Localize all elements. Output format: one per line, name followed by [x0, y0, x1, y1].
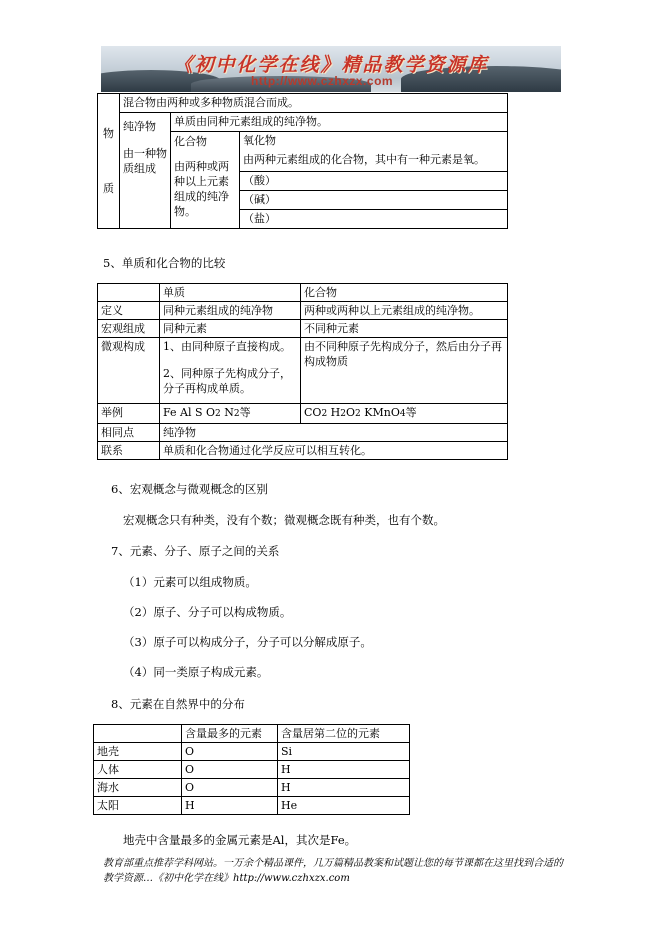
- section-7-item: （1）元素可以组成物质。: [123, 575, 257, 589]
- table3-cell: O: [182, 743, 278, 761]
- table3-cell: O: [182, 761, 278, 779]
- table2-cell: CO2 H2O2 KMnO4等: [301, 404, 508, 424]
- table3-row-label: 人体: [94, 761, 182, 779]
- matter-label: 物 质: [98, 94, 120, 229]
- table2-cell: 同种元素: [160, 320, 301, 338]
- table3-row-label: 地壳: [94, 743, 182, 761]
- table2-cell: 由不同种原子先构成分子，然后由分子再构成物质: [301, 338, 508, 404]
- table3-header-1: 含量最多的元素: [182, 725, 278, 743]
- table3-cell: O: [182, 779, 278, 797]
- element-compound-table: [97, 283, 508, 460]
- footer-line-2[interactable]: 教学资源…《初中化学在线》http://www.czhxzx.com: [103, 873, 350, 884]
- compound-cell: 化合物 由两种或两种以上元素组成的纯净物。: [171, 132, 240, 229]
- table2-cell: Fe Al S O2 N2等: [160, 404, 301, 424]
- table3-row-label: 太阳: [94, 797, 182, 815]
- element-definition: 单质由同种元素组成的纯净物。: [171, 113, 508, 132]
- table2-row-label: 定义: [98, 302, 160, 320]
- table2-row-label: 相同点: [98, 424, 160, 442]
- section-7-item: （4）同一类原子构成元素。: [123, 665, 269, 679]
- section-5-heading: 5、单质和化合物的比较: [103, 256, 226, 270]
- mixture-definition: 混合物由两种或多种物质混合而成。: [120, 94, 508, 113]
- table2-row-label: 联系: [98, 442, 160, 460]
- table2-header-2: 化合物: [301, 284, 508, 302]
- pure-substance-cell: 纯净物 由一种物质组成: [120, 113, 171, 229]
- table3-cell: Si: [278, 743, 410, 761]
- table2-header-0: [98, 284, 160, 302]
- table3-cell: H: [182, 797, 278, 815]
- table3-cell: He: [278, 797, 410, 815]
- acid-label: （酸）: [240, 172, 508, 191]
- site-banner: [101, 46, 561, 92]
- table3-header-2: 含量居第二位的元素: [278, 725, 410, 743]
- oxide-label: 氧化物: [240, 132, 508, 151]
- footer-line-1: 教育部重点推荐学科网站。一万余个精品课件，几万篇精品教案和试题让您的每节课都在这里找到合适的: [103, 858, 563, 869]
- banner-title: 《初中化学在线》精品教学资源库: [173, 54, 489, 76]
- table3-cell: H: [278, 761, 410, 779]
- section-8-heading: 8、元素在自然界中的分布: [111, 697, 245, 711]
- element-distribution-table: [93, 724, 410, 815]
- section-7-item: （3）原子可以构成分子，分子可以分解成原子。: [123, 635, 372, 649]
- table2-cell: 纯净物: [160, 424, 508, 442]
- matter-classification-table: [97, 93, 508, 229]
- table2-cell: 同种元素组成的纯净物: [160, 302, 301, 320]
- table2-row-label: 举例: [98, 404, 160, 424]
- table3-header-0: [94, 725, 182, 743]
- table2-cell: 1、由同种原子直接构成。 2、同种原子先构成分子，分子再构成单质。: [160, 338, 301, 404]
- table2-cell: 单质和化合物通过化学反应可以相互转化。: [160, 442, 508, 460]
- section-6-text: 宏观概念只有种类，没有个数；微观概念既有种类，也有个数。: [123, 513, 445, 527]
- table2-row-label: 微观构成: [98, 338, 160, 404]
- banner-url[interactable]: http://www.czhxzx.com: [251, 74, 394, 88]
- section-7-heading: 7、元素、分子、原子之间的关系: [111, 544, 280, 558]
- table2-cell: 不同种元素: [301, 320, 508, 338]
- table2-cell: 两种或两种以上元素组成的纯净物。: [301, 302, 508, 320]
- base-label: （碱）: [240, 191, 508, 210]
- closing-sentence: 地壳中含量最多的金属元素是Al，其次是Fe。: [123, 833, 357, 847]
- salt-label: （盐）: [240, 210, 508, 229]
- table3-row-label: 海水: [94, 779, 182, 797]
- oxide-definition: 由两种元素组成的化合物，其中有一种元素是氧。: [240, 151, 508, 172]
- table3-cell: H: [278, 779, 410, 797]
- section-7-item: （2）原子、分子可以构成物质。: [123, 605, 292, 619]
- section-6-heading: 6、宏观概念与微观概念的区别: [111, 482, 268, 496]
- table2-header-1: 单质: [160, 284, 301, 302]
- table2-row-label: 宏观组成: [98, 320, 160, 338]
